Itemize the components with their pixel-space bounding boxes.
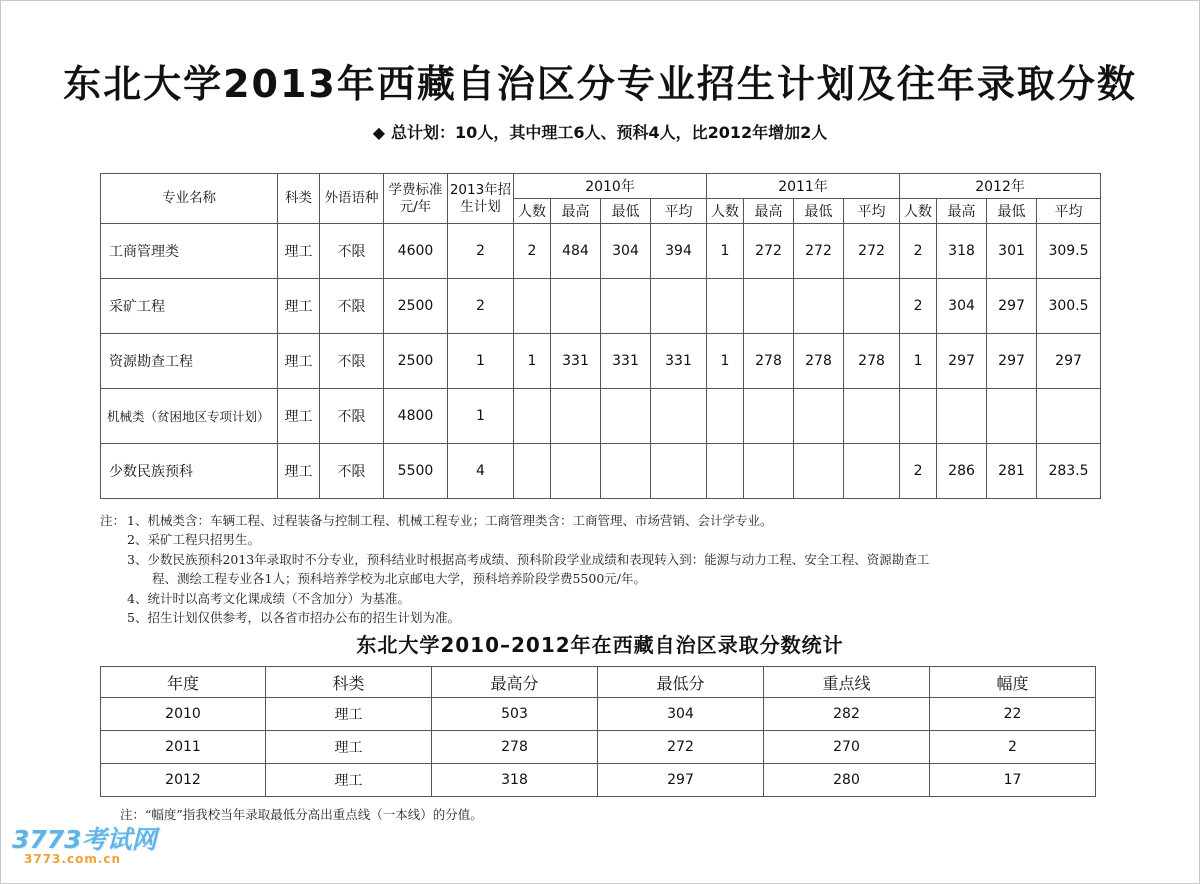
table-row	[101, 389, 1101, 444]
cell-language: 不限	[320, 389, 384, 444]
cell-2012-min	[987, 389, 1037, 444]
cell-2011-max	[744, 279, 794, 334]
cell-margin: 22	[930, 698, 1096, 731]
note-number: 2、	[127, 532, 148, 548]
note-number: 5、	[127, 610, 148, 626]
note-item	[100, 530, 1110, 549]
cell-2012-min: 281	[987, 444, 1037, 499]
subheader-count: 人数	[707, 199, 744, 224]
cell-2010-max	[551, 389, 601, 444]
notes-prefix: 注：	[100, 513, 126, 528]
cell-2011-min	[794, 279, 844, 334]
cell-plan: 1	[448, 389, 514, 444]
subheader-min: 最低	[601, 199, 651, 224]
table-row	[101, 731, 1096, 764]
cell-2010-max: 331	[551, 334, 601, 389]
subheader-max: 最高	[937, 199, 987, 224]
header-year-2012: 2012年	[900, 174, 1101, 199]
cell-category: 理工	[266, 731, 432, 764]
header-plan-2013: 2013年招生计划	[448, 174, 514, 224]
cell-2012-avg: 283.5	[1037, 444, 1101, 499]
cell-category: 理工	[278, 444, 320, 499]
header-key-line: 重点线	[764, 667, 930, 698]
cell-plan: 1	[448, 334, 514, 389]
cell-2011-count	[707, 279, 744, 334]
header-max-score: 最高分	[432, 667, 598, 698]
header-min-score: 最低分	[598, 667, 764, 698]
cell-2010-min: 331	[601, 334, 651, 389]
cell-2011-avg	[844, 444, 900, 499]
cell-2012-avg	[1037, 389, 1101, 444]
cell-2011-count: 1	[707, 334, 744, 389]
stats-footnote: 注：“幅度”指我校当年录取最低分高出重点线（一本线）的分值。	[120, 807, 483, 822]
cell-max-score: 318	[432, 764, 598, 797]
cell-2011-min	[794, 444, 844, 499]
cell-category: 理工	[278, 224, 320, 279]
plan-summary-text: 总计划：10人，其中理工6人、预科4人，比2012年增加2人	[391, 123, 828, 142]
note-text: 机械类含：车辆工程、过程装备与控制工程、机械工程专业；工商管理类含：工商管理、市场营销、会计学专业。	[147, 513, 773, 528]
major-plan-table	[100, 173, 1101, 499]
cell-plan: 2	[448, 224, 514, 279]
cell-2011-count	[707, 444, 744, 499]
note-number: 1、	[127, 513, 148, 528]
cell-language: 不限	[320, 224, 384, 279]
cell-2012-max: 286	[937, 444, 987, 499]
cell-category: 理工	[278, 279, 320, 334]
cell-2012-min: 297	[987, 334, 1037, 389]
header-year: 年度	[101, 667, 266, 698]
cell-major: 工商管理类	[101, 224, 278, 279]
cell-2010-max	[551, 444, 601, 499]
cell-2012-count: 2	[900, 279, 937, 334]
page-title: 东北大学2013年西藏自治区分专业招生计划及往年录取分数	[63, 62, 1137, 106]
subheader-min: 最低	[987, 199, 1037, 224]
note-text: 统计时以高考文化课成绩（不含加分）为基准。	[147, 590, 410, 606]
cell-2012-min: 297	[987, 279, 1037, 334]
cell-2010-count	[514, 389, 551, 444]
watermark-url-text: 3773.com.cn	[24, 852, 122, 866]
watermark-main-text: 3773考试网	[12, 825, 157, 854]
cell-tuition: 2500	[384, 334, 448, 389]
subheader-avg: 平均	[651, 199, 707, 224]
cell-2011-max	[744, 389, 794, 444]
cell-major: 资源勘查工程	[101, 334, 278, 389]
stats-title: 东北大学2010–2012年在西藏自治区录取分数统计	[356, 633, 844, 657]
table-row	[101, 764, 1096, 797]
cell-2012-max: 304	[937, 279, 987, 334]
cell-2012-max: 297	[937, 334, 987, 389]
cell-year: 2012	[101, 764, 266, 797]
cell-2010-min: 304	[601, 224, 651, 279]
subheader-avg: 平均	[1037, 199, 1101, 224]
cell-2011-count	[707, 389, 744, 444]
cell-language: 不限	[320, 334, 384, 389]
cell-2010-avg	[651, 444, 707, 499]
note-number: 4、	[127, 590, 148, 606]
cell-tuition: 4800	[384, 389, 448, 444]
subheader-avg: 平均	[844, 199, 900, 224]
cell-2011-count: 1	[707, 224, 744, 279]
cell-2010-count	[514, 444, 551, 499]
subheader-max: 最高	[551, 199, 601, 224]
header-major: 专业名称	[101, 174, 278, 224]
header-year-2010: 2010年	[514, 174, 707, 199]
table-row	[101, 698, 1096, 731]
cell-2011-avg: 272	[844, 224, 900, 279]
cell-2012-avg: 297	[1037, 334, 1101, 389]
cell-max-score: 278	[432, 731, 598, 764]
cell-tuition: 5500	[384, 444, 448, 499]
table-row	[101, 279, 1101, 334]
cell-2010-avg: 394	[651, 224, 707, 279]
cell-max-score: 503	[432, 698, 598, 731]
cell-2011-max: 278	[744, 334, 794, 389]
cell-key-line: 270	[764, 731, 930, 764]
cell-major: 采矿工程	[101, 279, 278, 334]
diamond-bullet-icon: ◆	[372, 123, 386, 142]
cell-2010-max	[551, 279, 601, 334]
cell-major: 机械类（贫困地区专项计划）	[101, 389, 278, 444]
notes-block	[100, 511, 1110, 627]
cell-2010-count: 2	[514, 224, 551, 279]
cell-2011-min: 272	[794, 224, 844, 279]
cell-2010-count: 1	[514, 334, 551, 389]
cell-tuition: 4600	[384, 224, 448, 279]
header-year-2011: 2011年	[707, 174, 900, 199]
cell-2011-max	[744, 444, 794, 499]
cell-2010-avg: 331	[651, 334, 707, 389]
cell-category: 理工	[266, 698, 432, 731]
cell-plan: 2	[448, 279, 514, 334]
cell-language: 不限	[320, 444, 384, 499]
cell-2010-count	[514, 279, 551, 334]
cell-2012-max: 318	[937, 224, 987, 279]
cell-2012-max	[937, 389, 987, 444]
header-category: 科类	[278, 174, 320, 224]
header-language: 外语语种	[320, 174, 384, 224]
cell-2011-avg: 278	[844, 334, 900, 389]
note-item	[100, 511, 1110, 530]
plan-summary	[0, 121, 1200, 145]
cell-min-score: 297	[598, 764, 764, 797]
cell-2012-count: 1	[900, 334, 937, 389]
cell-2010-avg	[651, 389, 707, 444]
note-text: 采矿工程只招男生。	[147, 532, 260, 548]
header-category: 科类	[266, 667, 432, 698]
note-number: 3、	[127, 551, 148, 567]
cell-2010-max: 484	[551, 224, 601, 279]
table-row	[101, 334, 1101, 389]
cell-margin: 2	[930, 731, 1096, 764]
cell-2010-min	[601, 389, 651, 444]
cell-2011-avg	[844, 279, 900, 334]
cell-category: 理工	[278, 334, 320, 389]
note-item	[100, 550, 1110, 569]
cell-key-line: 282	[764, 698, 930, 731]
note-item	[100, 608, 1110, 627]
cell-plan: 4	[448, 444, 514, 499]
cell-category: 理工	[278, 389, 320, 444]
cell-2012-avg: 309.5	[1037, 224, 1101, 279]
site-watermark-logo	[12, 820, 182, 876]
cell-2012-count: 2	[900, 224, 937, 279]
cell-2010-avg	[651, 279, 707, 334]
score-stats-table	[100, 666, 1096, 797]
cell-2011-max: 272	[744, 224, 794, 279]
cell-2012-count: 2	[900, 444, 937, 499]
subheader-max: 最高	[744, 199, 794, 224]
note-continuation: 程、测绘工程专业各1人；预科培养学校为北京邮电大学，预科培养阶段学费5500元/年。	[152, 571, 646, 587]
cell-2012-count	[900, 389, 937, 444]
cell-language: 不限	[320, 279, 384, 334]
cell-2012-min: 301	[987, 224, 1037, 279]
cell-year: 2010	[101, 698, 266, 731]
cell-year: 2011	[101, 731, 266, 764]
header-tuition: 学费标准元/年	[384, 174, 448, 224]
cell-2012-avg: 300.5	[1037, 279, 1101, 334]
cell-min-score: 272	[598, 731, 764, 764]
cell-2010-min	[601, 444, 651, 499]
cell-key-line: 280	[764, 764, 930, 797]
cell-2011-min: 278	[794, 334, 844, 389]
note-text: 招生计划仅供参考，以各省市招办公布的招生计划为准。	[147, 610, 460, 626]
cell-major: 少数民族预科	[101, 444, 278, 499]
note-item	[100, 589, 1110, 608]
table-row	[101, 444, 1101, 499]
cell-2011-min	[794, 389, 844, 444]
note-text: 少数民族预科2013年录取时不分专业，预科结业时根据高考成绩、预科阶段学业成绩和表现转入到：能源与动力工程、安全工程、资源勘查工	[147, 551, 930, 567]
subheader-count: 人数	[514, 199, 551, 224]
cell-tuition: 2500	[384, 279, 448, 334]
cell-2011-avg	[844, 389, 900, 444]
cell-margin: 17	[930, 764, 1096, 797]
cell-min-score: 304	[598, 698, 764, 731]
cell-2010-min	[601, 279, 651, 334]
header-margin: 幅度	[930, 667, 1096, 698]
table-row	[101, 224, 1101, 279]
cell-category: 理工	[266, 764, 432, 797]
subheader-min: 最低	[794, 199, 844, 224]
subheader-count: 人数	[900, 199, 937, 224]
